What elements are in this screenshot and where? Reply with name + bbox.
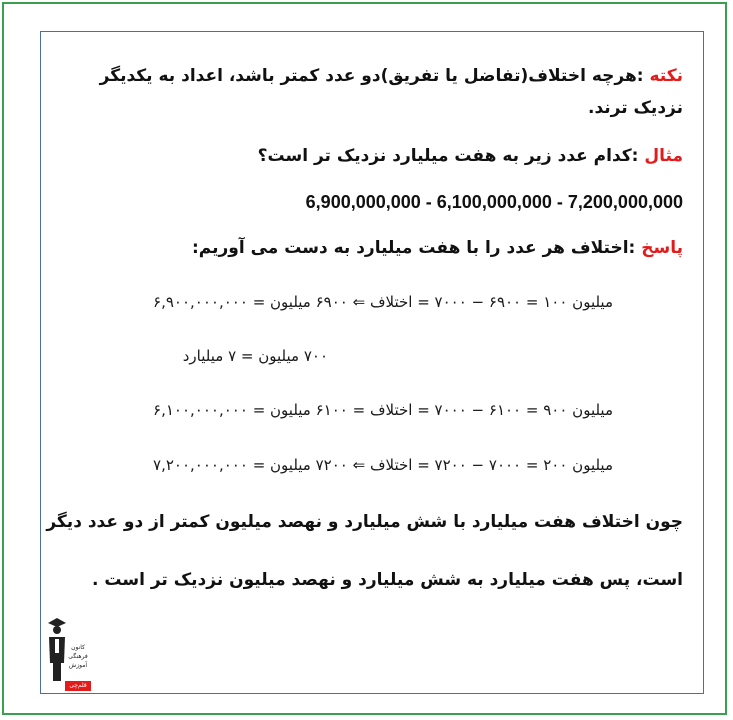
calc-line-2: ۷۰۰ میلیون = ۷ میلیارد bbox=[182, 347, 328, 365]
kanoon-logo bbox=[43, 617, 91, 693]
content-card bbox=[40, 31, 704, 694]
calc-line-3: میلیون ۹۰۰ = ۶۱۰۰ − ۷۰۰۰ = اختلاف = ۶۱۰۰ میلیون = ۶,۱۰۰,۰۰۰,۰۰۰ bbox=[153, 401, 613, 419]
conclusion-line-1: چون اختلاف هفت میلیارد با شش میلیارد و نهصد میلیون کمتر از دو عدد دیگر bbox=[46, 512, 683, 532]
note-line-1 bbox=[100, 66, 683, 86]
answer-intro: :اختلاف هر عدد را با هفت میلیارد به دست می آوریم: bbox=[191, 238, 642, 258]
example-line bbox=[258, 146, 683, 166]
answer-label: پاسخ bbox=[641, 238, 683, 258]
note-line-2: نزدیک ترند. bbox=[587, 98, 683, 118]
logo-text: کانون فرهنگی آموزش bbox=[68, 644, 88, 669]
candidate-numbers: 6,900,000,000 - 6,100,000,000 - 7,200,000,000 bbox=[305, 192, 683, 212]
conclusion-line-2: است، پس هفت میلیارد به شش میلیارد و نهصد میلیون نزدیک تر است . bbox=[92, 570, 683, 590]
example-label: مثال bbox=[644, 146, 683, 166]
example-question: :کدام عدد زیر به هفت میلیارد نزدیک تر است؟ bbox=[257, 146, 645, 166]
note-text: :هرچه اختلاف(تفاضل یا تفریق)دو عدد کمتر باشد، اعداد به یکدیگر bbox=[99, 66, 650, 86]
calc-line-1: میلیون ۱۰۰ = ۶۹۰۰ − ۷۰۰۰ = اختلاف ⇐ ۶۹۰۰ میلیون = ۶,۹۰۰,۰۰۰,۰۰۰ bbox=[153, 293, 613, 311]
calc-line-4: میلیون ۲۰۰ = ۷۰۰۰ − ۷۲۰۰ = اختلاف ⇐ ۷۲۰۰ میلیون = ۷,۲۰۰,۰۰۰,۰۰۰ bbox=[153, 456, 613, 474]
logo-tag: قلم‌چی bbox=[65, 681, 91, 691]
note-label: نکته bbox=[649, 66, 683, 86]
outer-frame bbox=[2, 2, 727, 715]
answer-line bbox=[192, 238, 683, 258]
